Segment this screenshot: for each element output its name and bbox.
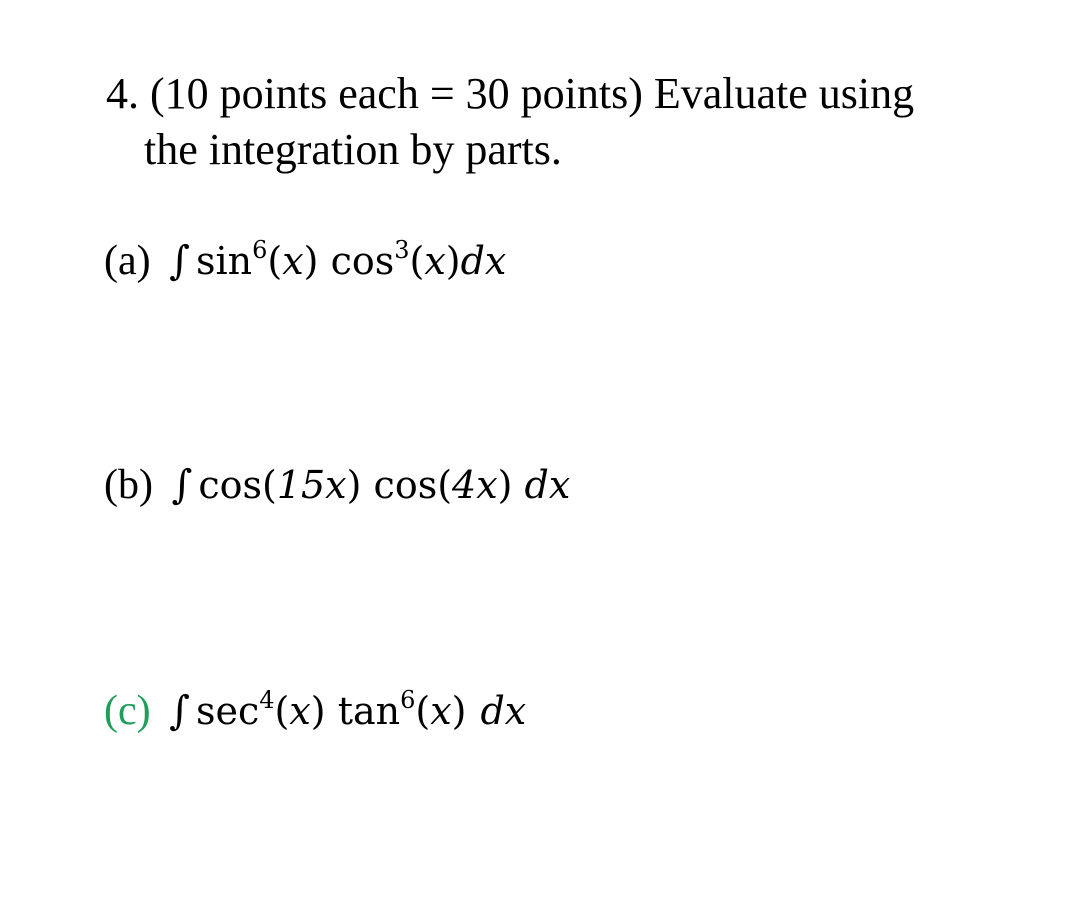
part-c-label: (c) [104,688,151,734]
exponent: 6 [400,686,416,714]
problem-line-2: the integration by parts. [144,125,562,174]
integral-sign: ∫ [169,238,190,284]
part-b [104,460,570,510]
part-a [104,236,506,286]
variable: x [282,239,304,283]
function-name: cos [373,463,438,507]
part-b-label: (b) [104,462,153,508]
part-c [104,686,526,736]
differential: dx [480,689,527,733]
exponent: 4 [259,686,275,714]
exponent: 3 [394,236,410,264]
function-name: sec [195,689,260,733]
function-name: tan [337,689,401,733]
differential: dx [460,239,507,283]
integral-sign: ∫ [169,688,190,734]
part-a-label: (a) [104,238,151,284]
argument: 15x [276,463,347,507]
function-name: cos [330,239,395,283]
part-a-expression: $\sin^6(x)$ $\cos^3(x)dx$ [195,236,507,283]
integral-sign: ∫ [171,462,193,508]
variable: x [424,239,446,283]
problem-statement [106,66,1006,178]
variable: x [289,689,311,733]
part-c-expression: $\sec^4(x)$ $\tan^6(x)$ dx [195,686,527,733]
variable: x [430,689,452,733]
differential: dx [524,463,571,507]
exponent: 6 [252,236,268,264]
part-b-expression: cos(15x) cos(4x) dx [198,463,571,507]
function-name: cos [198,463,262,507]
function-name: sin [195,239,253,283]
problem-line-1: 4. (10 points each = 30 points) Evaluate using [106,69,915,118]
argument: 4x [452,463,498,507]
